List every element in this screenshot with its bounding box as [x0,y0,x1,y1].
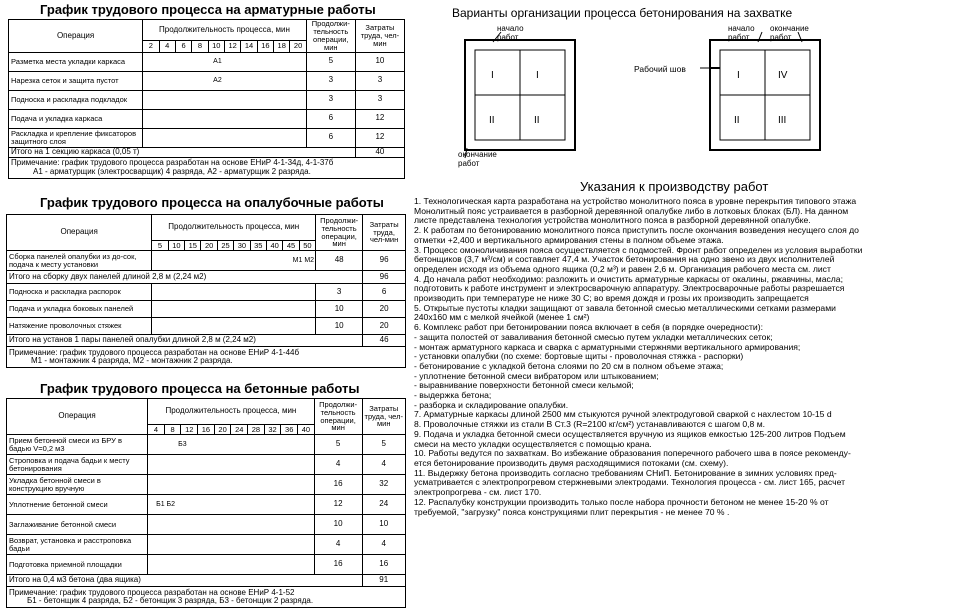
arm-op: Подача и укладка каркаса [9,109,143,128]
instr-line: 4. До начала работ необходимо: разложить и очистить арматурные каркасы от окалины, ржавчины, масла; [414,274,843,284]
conc-dur: 10 [314,515,362,535]
conc-tick: 36 [281,425,298,435]
conc-cost: 10 [362,515,406,535]
arm-tick: 6 [175,40,191,52]
arm-tick: 10 [208,40,224,52]
instr-line: смеси на место укладки осуществляется с помощью крана. [414,439,652,449]
total-row [9,147,405,157]
arm-dur: 5 [306,52,355,71]
arm-title: График трудового процесса на арматурные работы [40,2,376,17]
instr-line: электропрогрева - см. лист 170. [414,488,542,498]
conc-tick: 24 [231,425,248,435]
form-subtotal-label: Итого на сборку двух панелей длиной 2,8 м (2,24 м2) [7,271,363,284]
conc-schedule-table [6,398,406,608]
form-h-op: Операция [7,215,152,251]
table-row [9,52,405,71]
form-tick: 15 [185,241,201,251]
scheme-left-q2: I [536,70,539,81]
arm-dur: 6 [306,128,355,147]
scheme-right-q2: IV [778,70,788,81]
scheme-left-q3: II [489,115,495,126]
arm-h-op: Операция [9,20,143,53]
arm-tick: 16 [257,40,273,52]
arm-workers: А1 [143,52,307,71]
instr-line: - выдержка бетона; [414,391,492,401]
form-cost: 96 [363,251,406,271]
conc-dur: 16 [314,555,362,575]
form-total-label: Итого на установ 1 пары панелей опалубки длиной 2,8 м (2,24 м2) [7,335,363,347]
conc-note-line1: Примечание: график трудового процесса разработан на основе ЕНиР 4-1-52 [9,587,295,597]
conc-op: Прием бетонной смеси из БРУ в бадью V=0,2 м3 [7,435,148,455]
instr-line: 11. Выдержку бетона производить согласно требованиям СНиП. Бетонирование в зимних условиях пред- [414,468,837,478]
conc-cost: 24 [362,495,406,515]
form-op: Подача и укладка боковых панелей [7,301,152,318]
table-row [7,495,406,515]
total-row [7,575,406,587]
arm-dur: 6 [306,109,355,128]
conc-workers [148,555,315,575]
conc-note [7,587,406,608]
arm-dur: 3 [306,71,355,90]
table-row [7,435,406,455]
form-op: Натяжение проволочных стяжек [7,318,152,335]
form-note [7,347,406,368]
arm-tick: 12 [224,40,240,52]
instr-line: 10. Работы ведутся по захваткам. Во избежание образования поперечного рабочего шва в поясе рекоменду- [414,449,851,459]
instr-line: - разборка и складирование опалубки. [414,400,569,410]
instr-line: 6. Комплекс работ при бетонировании пояса включает в себя (в порядке очередности): [414,323,763,333]
instr-line: - установки опалубки (по схеме: бортовые щиты - проволочная стяжка - распорки) [414,352,744,362]
conc-cost: 32 [362,475,406,495]
instr-line: производить при температуре не ниже 30 С; во время дождя и грозы их производить запрещается [414,294,809,304]
instr-line: - бетонирование с укладкой бетона слоями по 20 см в полном объеме этажа; [414,361,724,371]
table-row [7,555,406,575]
instr-line: отметки +2,400 и вертикального армирования стены в полном объеме этажа. [414,235,724,245]
conc-tick: 16 [198,425,215,435]
scheme-right-joint-label: Рабочий шов [634,64,686,74]
scheme-left-q4: II [534,115,540,126]
table-row [7,318,406,335]
instr-line: 8. Проволочные стяжки из стали В Ст.3 (R=2100 кг/см²) устанавливаются с шагом 0,8 м. [414,420,766,430]
instr-line: 1. Технологическая карта разработана на устройство монолитного пояса в уровне перекрытия типового этажа [414,197,857,206]
form-title: График трудового процесса на опалубочные работы [40,195,384,210]
arm-tick: 4 [159,40,175,52]
total-row [7,335,406,347]
conc-title: График трудового процесса на бетонные работы [40,381,360,396]
conc-op: Возврат, установка и расстроповка бадьи [7,535,148,555]
conc-h-dur: Продолжительность процесса, мин [148,399,315,425]
form-tick: 10 [168,241,184,251]
conc-workers: Б1 Б2 [148,495,315,515]
form-total-value: 46 [363,335,406,347]
instr-line: требуемой, "загрузку" пояса конструкциями плит перекрытия - не менее 70 % . [414,507,730,517]
form-dur: 3 [316,284,363,301]
arm-op: Подноска и раскладка подкладок [9,90,143,109]
conc-workers [148,535,315,555]
table-row [9,90,405,109]
variants-title: Варианты организации процесса бетонирования на захватке [452,6,793,20]
arm-cost: 12 [355,109,404,128]
form-dur: 10 [316,301,363,318]
arm-op: Нарезка сеток и защита пустот [9,71,143,90]
arm-total-label: Итого на 1 секцию каркаса (0,05 т) [9,147,356,157]
arm-cost: 12 [355,128,404,147]
table-row [7,251,406,271]
table-row [7,515,406,535]
conc-op: Заглаживание бетонной смеси [7,515,148,535]
conc-tick: 40 [298,425,315,435]
form-h-dur: Продолжительность процесса, мин [152,215,316,241]
arm-schedule-table [8,19,405,179]
arm-tick: 14 [241,40,257,52]
conc-workers: Б3 [148,435,315,455]
conc-workers [148,475,315,495]
instr-line: - уплотнение бетонной смеси вибратором или штыкованием; [414,371,659,381]
form-note-line2: М1 - монтажник 4 разряда, М2 - монтажник 2 разряда. [31,356,233,365]
conc-note-line2: Б1 - бетонщик 4 разряда, Б2 - бетонщик 3 разряда, Б3 - бетонщик 2 разряда. [27,596,314,605]
scheme-left [455,20,605,170]
table-row [7,301,406,318]
form-schedule-table [6,214,406,368]
arm-workers: А2 [143,71,307,90]
arm-cost: 10 [355,52,404,71]
conc-dur: 4 [314,455,362,475]
instr-line: подготовить к работе инструмент и электросварочную аппаратуру. Электросварочные работы разрешается [414,284,845,294]
arm-note-line2: А1 - арматурщик (электросварщик) 4 разряда, А2 - арматурщик 2 разряда. [33,166,311,176]
conc-tick: 8 [164,425,181,435]
instr-line: - выравнивание поверхности бетонной смеси кельмой; [414,381,634,391]
conc-workers [148,515,315,535]
conc-cost: 16 [362,555,406,575]
instr-notes [414,197,964,517]
arm-cost: 3 [355,71,404,90]
subtotal-row [7,271,406,284]
conc-cost: 4 [362,535,406,555]
form-subtotal-value: 96 [363,271,406,284]
form-tick: 30 [234,241,250,251]
instr-line: 5. Открытые пустоты кладки защищают от завала бетонной смесью металлическими сетками размерами [414,303,836,313]
form-dur: 48 [316,251,363,271]
conc-cost: 5 [362,435,406,455]
form-workers: М1 М2 [152,251,316,271]
instr-line: 2. К работам по бетонированию монолитного пояса приступить после окончания возведения несущего слоя до [414,226,859,236]
instr-line: - защита полостей от заваливания бетонной смесью путем укладки металлических сеток; [414,332,773,342]
form-dur: 10 [316,318,363,335]
conc-dur: 5 [314,435,362,455]
conc-tick: 28 [248,425,265,435]
scheme-left-start-label: начало работ [497,24,524,42]
conc-cost: 4 [362,455,406,475]
instr-line: 9. Подача и укладка бетонной смеси осуществляется вручную из ящиков емкостью 125-200 литров Подъем [414,429,846,439]
arm-h-cost: Затраты труда, чел-мин [355,20,404,53]
form-h-pd: Продолжи-тельность операции, мин [316,215,363,251]
conc-h-cost: Затраты труда, чел-мин [362,399,406,435]
arm-tick: 18 [274,40,290,52]
conc-h-pd: Продолжи-тельность операции, мин [314,399,362,435]
form-tick: 40 [266,241,282,251]
arm-tick: 2 [143,40,159,52]
instr-line: 240х160 мм с мелкой ячейкой (менее 1 см²) [414,313,590,323]
instr-title: Указания к производству работ [580,179,769,194]
conc-op: Подготовка приемной площадки [7,555,148,575]
form-tick: 50 [299,241,315,251]
form-tick: 25 [217,241,233,251]
instr-line: 12. Распалубку конструкции производить только после набора прочности бетоном не менее 15-20 % от [414,497,829,507]
instr-line: 3. Процесс омоноличивания пояса осуществляется с подмостей. Фронт работ определен из условия выработки [414,245,863,255]
form-cost: 6 [363,284,406,301]
arm-note [9,157,405,178]
scheme-right-q1: I [737,70,740,81]
arm-op: Разметка места укладки каркаса [9,52,143,71]
instr-line: бетонщиков (3,7 м³/см) и составляет 47,4 м. Участок бетонирования на одно звено из двух исполнителей [414,255,835,265]
form-h-cost: Затраты труда, чел-мин [363,215,406,251]
arm-note-line1: Примечание: график трудового процесса разработан на основе ЕНиР 4-1-34д, 4-1-37б [11,158,334,168]
table-row [7,475,406,495]
instr-line: Монолитный пояс устраивается в разборной деревянной опалубке либо в лотковых блоках (БЛ). На данном [414,206,849,216]
conc-tick: 4 [148,425,165,435]
form-tick: 20 [201,241,217,251]
arm-workers [143,109,307,128]
arm-h-pd: Продолжи-тельность операции, мин [306,20,355,53]
instr-line: усматривается с электропрогревом стержневыми электродами. Технология процесса - см. лист 165, расчет [414,478,846,488]
table-row [7,284,406,301]
table-row [7,535,406,555]
arm-workers [143,128,307,147]
conc-dur: 4 [314,535,362,555]
table-row [7,455,406,475]
conc-workers [148,455,315,475]
conc-op: Укладка бетонной смеси в конструкцию вручную [7,475,148,495]
conc-tick: 20 [214,425,231,435]
conc-dur: 16 [314,475,362,495]
instr-line: листе представлена технология устройства монолитного пояса в разборной деревянной опалубке. [414,216,811,226]
scheme-left-end-label: окончание работ [458,150,497,168]
instr-line: 7. Арматурные каркасы длиной 2500 мм стыкуются ручной электродуговой сваркой с нахлестом 10-15 d [414,410,832,420]
arm-workers [143,90,307,109]
arm-cost: 3 [355,90,404,109]
scheme-right [700,20,850,170]
table-row [9,71,405,90]
form-tick: 45 [283,241,299,251]
arm-op: Раскладка и крепление фиксаторов защитного слоя [9,128,143,147]
arm-dur: 3 [306,90,355,109]
conc-h-op: Операция [7,399,148,435]
instr-line: определен исходя из объема одного ящика (0,2 м³) и равен 2,6 м. Организация рабочего места см. лист [414,264,831,274]
instr-line: ется бетонирование производить двумя расходящимися потоками (см. схему). [414,458,729,468]
conc-tick: 32 [264,425,281,435]
scheme-right-q4: III [778,115,787,126]
scheme-right-start-label: начало работ [728,24,755,42]
table-row [9,128,405,147]
form-cost: 20 [363,318,406,335]
scheme-right-q3: II [734,115,740,126]
form-op: Подноска и раскладка распорок [7,284,152,301]
scheme-left-q1: I [491,70,494,81]
arm-tick: 8 [192,40,208,52]
arm-tick: 20 [290,40,306,52]
conc-dur: 12 [314,495,362,515]
form-op: Сборка панелей опалубки из до-сок, подача к месту установки [7,251,152,271]
form-tick: 35 [250,241,266,251]
scheme-right-end-label: окончание работ [770,24,809,42]
conc-op: Строповка и подача бадьи к месту бетонирования [7,455,148,475]
conc-op: Уплотнение бетонной смеси [7,495,148,515]
instr-line: - монтаж арматурного каркаса и сварка с арматурными стержнями вертикального армирования; [414,342,801,352]
form-note-line1: Примечание: график трудового процесса разработан на основе ЕНиР 4-1-44б [9,347,300,357]
form-tick: 5 [152,241,168,251]
conc-total-label: Итого на 0,4 м3 бетона (два ящика) [7,575,363,587]
arm-h-dur: Продолжительность процесса, мин [143,20,307,41]
arm-total-value: 40 [355,147,404,157]
form-cost: 20 [363,301,406,318]
conc-total-value: 91 [362,575,406,587]
table-row [9,109,405,128]
conc-tick: 12 [181,425,198,435]
